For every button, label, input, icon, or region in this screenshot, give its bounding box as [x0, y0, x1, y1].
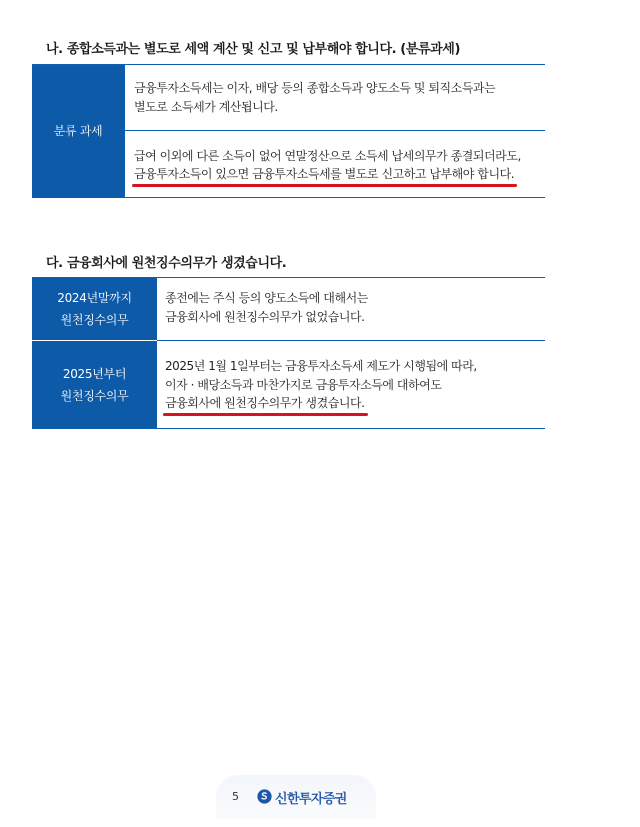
cell-line: 종전에는 주식 등의 양도소득에 대해서는 [165, 291, 368, 305]
shinhan-logo-icon [257, 789, 272, 804]
row-header-from-2025 [32, 340, 157, 428]
brand-name: 신한투자증권 [275, 792, 347, 807]
cell-line: 금융회사에 원천징수의무가 없었습니다. [165, 309, 365, 324]
underlined-emphasis: 금융투자소득이 있으면 금융투자소득세를 별도로 신고하고 납부해야 합니다. [134, 165, 514, 184]
row-body [124, 65, 545, 197]
table-cell [157, 340, 545, 428]
cell-line: 급여 이외에 다른 소득이 없어 연말정산으로 소득세 납세의무가 종결되더라도, [134, 148, 521, 163]
page-number: 5 [232, 790, 239, 803]
header-line: 원천징수의무 [60, 388, 129, 403]
row-header-classification: 분류 과세 [32, 65, 124, 197]
cell-line: 2025년 1월 1일부터는 금융투자소득세 제도가 시행됨에 따라, [165, 359, 477, 373]
classification-tax-table [32, 64, 545, 198]
underlined-emphasis: 금융회사에 원천징수의무가 생겼습니다. [165, 394, 365, 413]
cell-line: 금융투자소득세는 이자, 배당 등의 종합소득과 양도소득 및 퇴직소득과는 [134, 81, 496, 95]
section-title-classification-tax: 나. 종합소득과는 별도로 세액 계산 및 신고 및 납부해야 합니다. (분류과세) [46, 42, 461, 57]
withholding-table [32, 277, 545, 429]
header-line: 2025년부터 [62, 366, 127, 381]
cell-line: 이자 · 배당소득과 마찬가지로 금융투자소득에 대하여도 [165, 377, 442, 392]
cell-line: 별도로 소득세가 계산됩니다. [134, 99, 278, 114]
row-header-until-2024 [32, 278, 157, 340]
header-line: 원천징수의무 [60, 313, 129, 327]
table-cell [124, 65, 545, 130]
section-title-withholding: 다. 금융회사에 원천징수의무가 생겼습니다. [46, 256, 287, 271]
table-row [32, 340, 545, 428]
table-cell [157, 278, 545, 340]
table-cell [124, 130, 545, 198]
table-row [32, 65, 545, 197]
table-row [32, 278, 545, 340]
header-line: 2024년말까지 [57, 291, 132, 305]
